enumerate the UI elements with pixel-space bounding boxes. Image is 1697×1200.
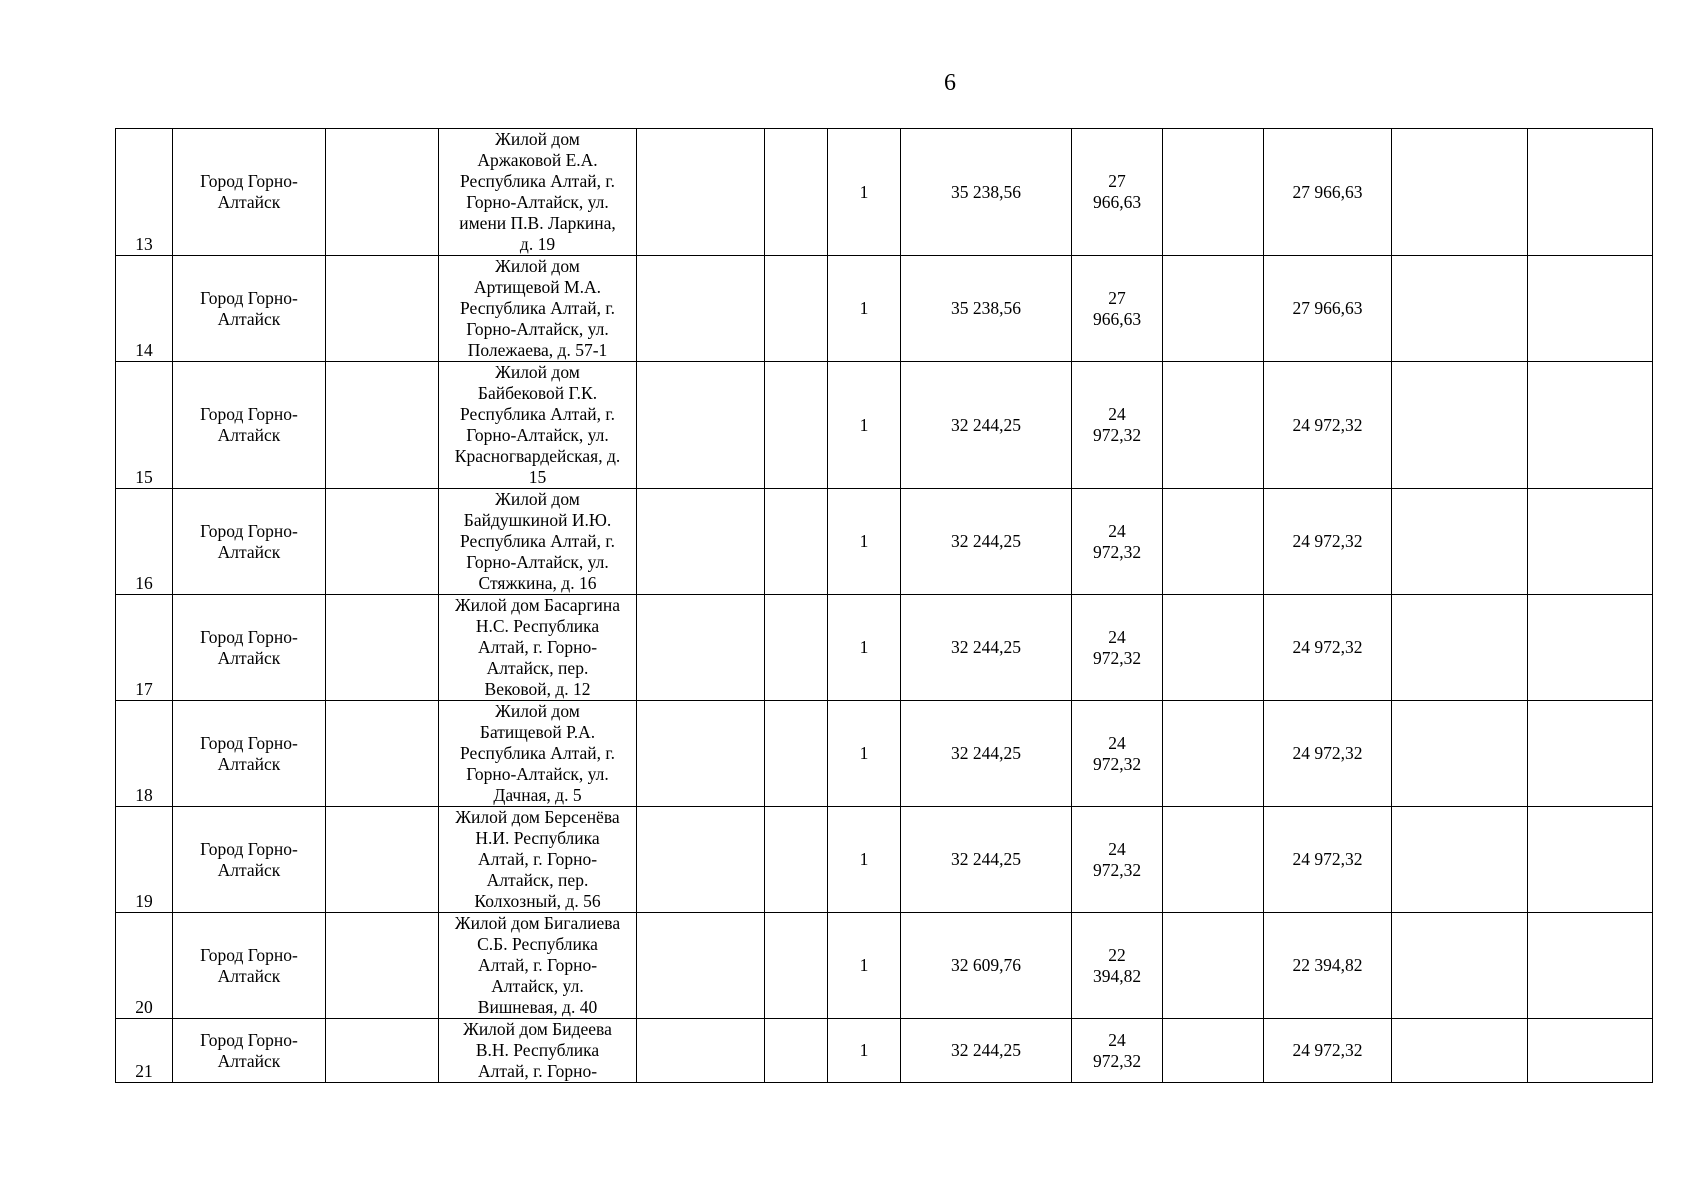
empty-cell — [326, 595, 439, 701]
empty-cell — [765, 595, 828, 701]
empty-cell — [1528, 256, 1653, 362]
cost-cell: 32 244,25 — [901, 701, 1072, 807]
empty-cell — [765, 701, 828, 807]
empty-cell — [1528, 595, 1653, 701]
empty-cell — [1528, 807, 1653, 913]
empty-cell — [1163, 362, 1264, 489]
empty-cell — [326, 701, 439, 807]
row-number-cell: 20 — [116, 913, 173, 1019]
empty-cell — [1163, 489, 1264, 595]
empty-cell — [326, 256, 439, 362]
address-cell: Жилой дом Байдушкиной И.Ю. Республика Алтай, г. Горно-Алтайск, ул. Стяжкина, д. 16 — [439, 489, 637, 595]
cost-cell: 35 238,56 — [901, 256, 1072, 362]
table-row — [116, 489, 1653, 595]
municipality-cell: Город Горно- Алтайск — [173, 489, 326, 595]
empty-cell — [1163, 807, 1264, 913]
empty-cell — [1392, 913, 1528, 1019]
municipality-cell: Город Горно- Алтайск — [173, 913, 326, 1019]
table-row — [116, 595, 1653, 701]
empty-cell — [1163, 256, 1264, 362]
cost-cell: 32 244,25 — [901, 362, 1072, 489]
empty-cell — [1163, 595, 1264, 701]
empty-cell — [1528, 362, 1653, 489]
address-cell: Жилой дом Басаргина Н.С. Республика Алтай, г. Горно- Алтайск, пер. Вековой, д. 12 — [439, 595, 637, 701]
quantity-cell: 1 — [828, 701, 901, 807]
address-cell: Жилой дом Бидеева В.Н. Республика Алтай, г. Горно- — [439, 1019, 637, 1083]
empty-cell — [326, 807, 439, 913]
row-number-cell: 15 — [116, 362, 173, 489]
empty-cell — [637, 489, 765, 595]
empty-cell — [637, 1019, 765, 1083]
address-cell: Жилой дом Аржаковой Е.А. Республика Алтай, г. Горно-Алтайск, ул. имени П.В. Ларкина, д. 19 — [439, 129, 637, 256]
row-number-cell: 14 — [116, 256, 173, 362]
municipality-cell: Город Горно- Алтайск — [173, 807, 326, 913]
quantity-cell: 1 — [828, 129, 901, 256]
empty-cell — [1528, 129, 1653, 256]
empty-cell — [765, 256, 828, 362]
empty-cell — [1392, 489, 1528, 595]
empty-cell — [1392, 362, 1528, 489]
table-row — [116, 807, 1653, 913]
quantity-cell: 1 — [828, 362, 901, 489]
municipality-cell: Город Горно- Алтайск — [173, 595, 326, 701]
cost-cell: 35 238,56 — [901, 129, 1072, 256]
empty-cell — [765, 1019, 828, 1083]
row-number-cell: 16 — [116, 489, 173, 595]
empty-cell — [1528, 489, 1653, 595]
municipality-cell: Город Горно- Алтайск — [173, 256, 326, 362]
quantity-cell: 1 — [828, 1019, 901, 1083]
empty-cell — [1392, 595, 1528, 701]
amount-cell: 24 972,32 — [1072, 489, 1163, 595]
amount-cell: 24 972,32 — [1072, 701, 1163, 807]
cost-cell: 32 244,25 — [901, 489, 1072, 595]
empty-cell — [1528, 1019, 1653, 1083]
empty-cell — [1528, 913, 1653, 1019]
total-cell: 27 966,63 — [1264, 256, 1392, 362]
amount-cell: 22 394,82 — [1072, 913, 1163, 1019]
empty-cell — [637, 701, 765, 807]
empty-cell — [1163, 129, 1264, 256]
row-number-cell: 17 — [116, 595, 173, 701]
registry-table — [115, 128, 1653, 1083]
empty-cell — [326, 129, 439, 256]
row-number-cell: 21 — [116, 1019, 173, 1083]
row-number-cell: 19 — [116, 807, 173, 913]
table-row — [116, 1019, 1653, 1083]
address-cell: Жилой дом Артищевой М.А. Республика Алтай, г. Горно-Алтайск, ул. Полежаева, д. 57-1 — [439, 256, 637, 362]
empty-cell — [1392, 701, 1528, 807]
total-cell: 24 972,32 — [1264, 362, 1392, 489]
table-row — [116, 129, 1653, 256]
quantity-cell: 1 — [828, 256, 901, 362]
amount-cell: 27 966,63 — [1072, 129, 1163, 256]
table-row — [116, 362, 1653, 489]
amount-cell: 24 972,32 — [1072, 595, 1163, 701]
empty-cell — [765, 362, 828, 489]
municipality-cell: Город Горно- Алтайск — [173, 362, 326, 489]
table-body — [116, 129, 1653, 1083]
row-number-cell: 13 — [116, 129, 173, 256]
empty-cell — [765, 489, 828, 595]
total-cell: 27 966,63 — [1264, 129, 1392, 256]
empty-cell — [1528, 701, 1653, 807]
cost-cell: 32 609,76 — [901, 913, 1072, 1019]
address-cell: Жилой дом Байбековой Г.К. Республика Алтай, г. Горно-Алтайск, ул. Красногвардейская, д. 15 — [439, 362, 637, 489]
total-cell: 24 972,32 — [1264, 595, 1392, 701]
cost-cell: 32 244,25 — [901, 595, 1072, 701]
empty-cell — [326, 913, 439, 1019]
page-number: 6 — [944, 70, 956, 96]
address-cell: Жилой дом Батищевой Р.А. Республика Алтай, г. Горно-Алтайск, ул. Дачная, д. 5 — [439, 701, 637, 807]
address-cell: Жилой дом Бигалиева С.Б. Республика Алтай, г. Горно- Алтайск, ул. Вишневая, д. 40 — [439, 913, 637, 1019]
empty-cell — [637, 129, 765, 256]
empty-cell — [637, 807, 765, 913]
total-cell: 22 394,82 — [1264, 913, 1392, 1019]
amount-cell: 24 972,32 — [1072, 807, 1163, 913]
quantity-cell: 1 — [828, 807, 901, 913]
empty-cell — [1163, 913, 1264, 1019]
municipality-cell: Город Горно- Алтайск — [173, 701, 326, 807]
empty-cell — [765, 807, 828, 913]
amount-cell: 27 966,63 — [1072, 256, 1163, 362]
quantity-cell: 1 — [828, 595, 901, 701]
empty-cell — [1392, 129, 1528, 256]
amount-cell: 24 972,32 — [1072, 362, 1163, 489]
total-cell: 24 972,32 — [1264, 489, 1392, 595]
empty-cell — [1392, 807, 1528, 913]
municipality-cell: Город Горно- Алтайск — [173, 129, 326, 256]
empty-cell — [326, 362, 439, 489]
row-number-cell: 18 — [116, 701, 173, 807]
municipality-cell: Город Горно- Алтайск — [173, 1019, 326, 1083]
table-row — [116, 913, 1653, 1019]
cost-cell: 32 244,25 — [901, 1019, 1072, 1083]
amount-cell: 24 972,32 — [1072, 1019, 1163, 1083]
empty-cell — [765, 129, 828, 256]
total-cell: 24 972,32 — [1264, 701, 1392, 807]
empty-cell — [637, 913, 765, 1019]
empty-cell — [1392, 256, 1528, 362]
empty-cell — [326, 489, 439, 595]
table-row — [116, 701, 1653, 807]
total-cell: 24 972,32 — [1264, 807, 1392, 913]
quantity-cell: 1 — [828, 913, 901, 1019]
empty-cell — [326, 1019, 439, 1083]
quantity-cell: 1 — [828, 489, 901, 595]
empty-cell — [637, 256, 765, 362]
total-cell: 24 972,32 — [1264, 1019, 1392, 1083]
address-cell: Жилой дом Берсенёва Н.И. Республика Алтай, г. Горно- Алтайск, пер. Колхозный, д. 56 — [439, 807, 637, 913]
empty-cell — [1163, 701, 1264, 807]
empty-cell — [637, 595, 765, 701]
empty-cell — [765, 913, 828, 1019]
table-row — [116, 256, 1653, 362]
empty-cell — [1392, 1019, 1528, 1083]
empty-cell — [637, 362, 765, 489]
empty-cell — [1163, 1019, 1264, 1083]
cost-cell: 32 244,25 — [901, 807, 1072, 913]
